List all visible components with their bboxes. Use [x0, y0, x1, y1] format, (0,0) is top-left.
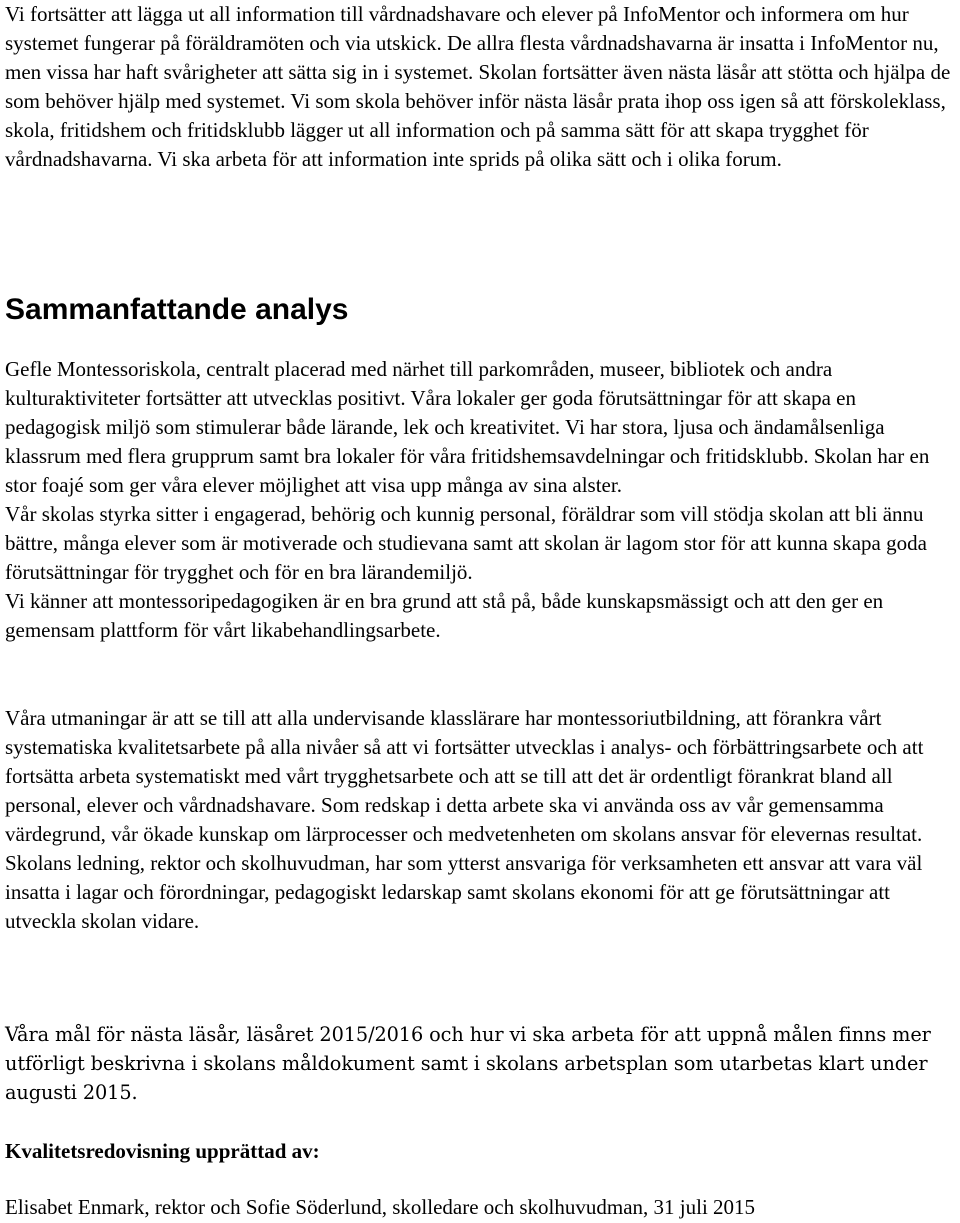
signature-line: Elisabet Enmark, rektor och Sofie Söderlund, skolledare och skolhuvudman, 31 juli 2015 — [5, 1195, 756, 1219]
analysis-paragraph-3: Vi känner att montessoripedagogiken är en bra grund att stå på, både kunskapsmässigt och att den ger en gemensam plattform för vårt likabehandlingsarbete. — [5, 589, 884, 642]
intro-paragraph: Vi fortsätter att lägga ut all information till vårdnadshavare och elever på InfoMentor och informera om hur systemet fungerar på föräldramöten och via utskick. De allra flesta vårdnadshavarna är insatta i InfoMentor nu, men vissa har haft svårigheter att sätta sig in i systemet. Skolan fortsätter även nästa läsår att stötta och hjälpa de som behöver hjälp med systemet. Vi som skola behöver inför nästa läsår prata ihop oss igen så att förskoleklass, skola, fritidshem och fritidsklubb lägger ut all information och på samma sätt för att skapa trygghet för vårdnadshavarna. Vi ska arbeta för att information inte sprids på olika sätt och i olika forum. — [5, 2, 951, 171]
challenges-section — [5, 704, 955, 936]
analysis-paragraph-1: Gefle Montessoriskola, centralt placerad med närhet till parkområden, museer, bibliotek och andra kulturaktiviteter fortsätter att utvecklas positivt. Våra lokaler ger goda förutsättningar för att skapa en pedagogisk miljö som stimulerar både lärande, lek och kreativitet. Vi har stora, ljusa och ändamålsenliga klassrum med flera grupprum samt bra lokaler för våra fritidshemsavdelningar och fritidsklubb. Skolan har en stor foajé som ger våra elever möjlighet att visa upp många av sina alster. — [5, 357, 930, 497]
prepared-by-label: Kvalitetsredovisning upprättad av: — [5, 1139, 320, 1163]
challenges-paragraph-1: Våra utmaningar är att se till att alla undervisande klasslärare har montessoriutbildning, att förankra vårt systematiska kvalitetsarbete på alla nivåer så att vi fortsätter utvecklas i analys- och förbättringsarbete och att fortsätta arbeta systematiskt med vårt trygghetsarbete och att se till att det är ordentligt förankrat bland all personal, elever och vårdnadshavare. Som redskap i detta arbete ska vi använda oss av vår gemensamma värdegrund, vår ökade kunskap om lärprocesser och medvetenheten om skolans ansvar för elevernas resultat. — [5, 706, 924, 846]
section-heading: Sammanfattande analys — [5, 293, 349, 326]
goals-paragraph: Våra mål för nästa läsår, läsåret 2015/2016 och hur vi ska arbeta för att uppnå målen finns mer utförligt beskrivna i skolans måldokument samt i skolans arbetsplan som utarbetas klart under augusti 2015. — [5, 1023, 931, 1104]
analysis-paragraph-2: Vår skolas styrka sitter i engagerad, behörig och kunnig personal, föräldrar som vill stödja skolan att bli ännu bättre, många elever som är motiverade och studievana samt att skolan är lagom stor för att kunna skapa goda förutsättningar för trygghet och för en bra lärandemiljö. — [5, 502, 927, 584]
analysis-section — [5, 355, 955, 645]
challenges-paragraph-2: Skolans ledning, rektor och skolhuvudman, har som ytterst ansvariga för verksamheten ett ansvar att vara väl insatta i lagar och förordningar, pedagogiskt ledarskap samt skolans ekonomi för att ge förutsättningar att utveckla skolan vidare. — [5, 851, 923, 933]
